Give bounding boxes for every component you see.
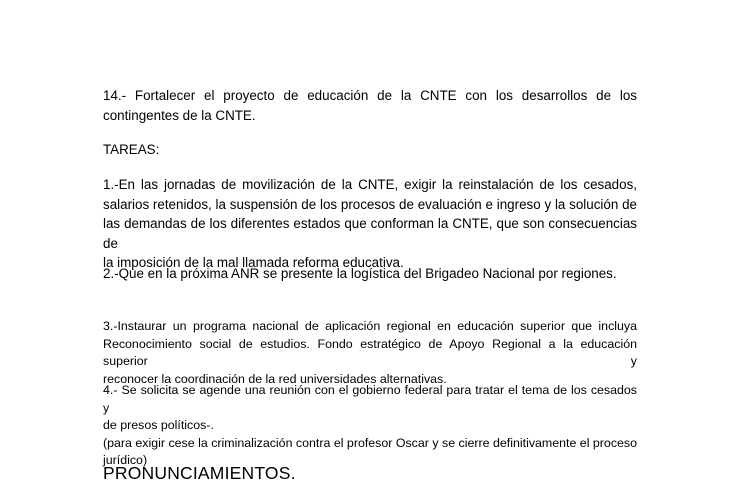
task-4-line-2: de presos políticos-.	[103, 418, 214, 432]
task-3-paragraph	[103, 318, 637, 388]
task-3-line-1: 3.-Instaurar un programa nacional de aplicación regional en educación superior que incluya	[103, 319, 637, 333]
pronunciamientos-heading: PRONUNCIAMIENTOS.	[103, 463, 296, 483]
item-14-line-2: contingentes de la CNTE.	[103, 107, 256, 123]
task-1-line-1: 1.-En las jornadas de movilización de la CNTE, exigir la reinstalación de los cesados,	[103, 177, 637, 192]
task-3-line-3: reconocer la coordinación de la red universidades alternativas.	[103, 371, 447, 386]
item-14-line-1: 14.- Fortalecer el proyecto de educación de la CNTE con los desarrollos de los	[103, 88, 637, 103]
task-4-paragraph	[103, 382, 637, 470]
task-1-line-2: salarios retenidos, la suspensión de los procesos de evaluación e ingreso y la solución de	[103, 196, 637, 212]
task-1-line-3: las demandas de los diferentes estados que conforman la CNTE, que son consecuencias de	[103, 216, 637, 251]
task-4-line-4: jurídico)	[103, 453, 148, 467]
task-3-line-2: Reconocimiento social de estudios. Fondo estratégico de Apoyo Regional a la educación superior y	[103, 336, 637, 368]
task-2-line-1: 2.-Que en la próxima ANR se presente la logística del Brigadeo Nacional por regiones.	[103, 266, 617, 281]
task-4-line-1: 4.- Se solicita se agende una reunión con el gobierno federal para tratar el tema de los cesados y	[103, 383, 637, 415]
task-1-paragraph	[103, 175, 637, 273]
task-4-line-3: (para exigir cese la criminalización contra el profesor Oscar y se cierre definitivamente el proceso	[103, 435, 637, 450]
task-2-paragraph	[103, 264, 637, 284]
task-1-line-4: la imposición de la mal llamada reforma educativa.	[103, 255, 404, 270]
tareas-label: TAREAS:	[103, 142, 160, 157]
item-14-paragraph	[103, 86, 637, 125]
tareas-label-paragraph	[103, 140, 637, 160]
